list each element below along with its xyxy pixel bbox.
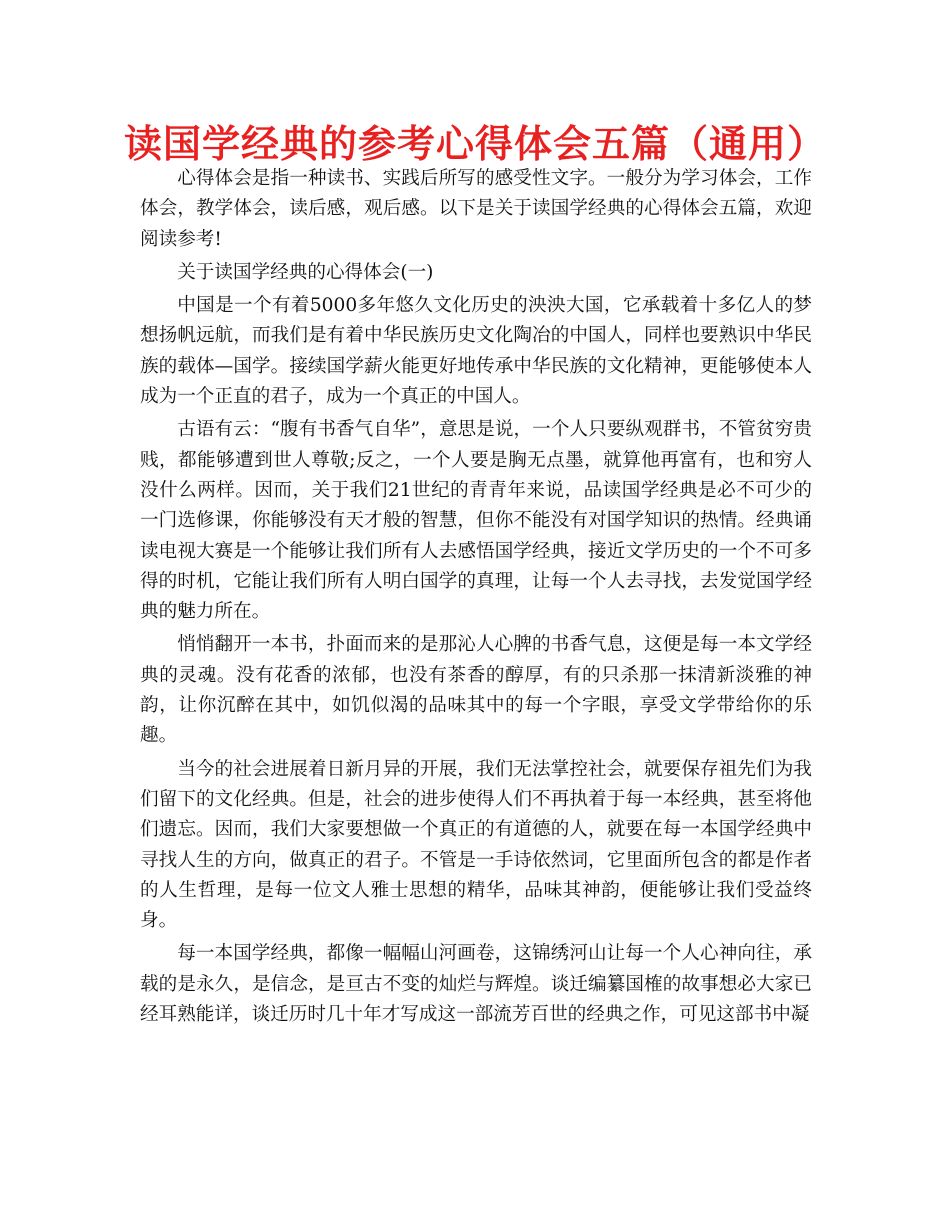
paragraph-intro: 心得体会是指一种读书、实践后所写的感受性文字。一般分为学习体会，工作体会，教学体会，读后感，观后感。以下是关于读国学经典的心得体会五篇，欢迎阅读参考! [140,168,812,250]
paragraph: 古语有云：“腹有书香气自华”，意思是说，一个人只要纵观群书，不管贫穷贵贱，都能够遭到世人尊敬;反之，一个人要是胸无点墨，就算他再富有，也和穷人没什么两样。因而，关于我们21世纪的青青年来说，品读国学经典是必不可少的一门选修课，你能够没有天才般的智慧，但你不能没有对国学知识的热情。经典诵读电视大赛是一个能够让我们所有人去感悟国学经典，接近文学历史的一个不可多得的时机，它能让我们所有人明白国学的真理，让每一个人去寻找，去发觉国学经典的魅力所在。 [140,419,812,623]
paragraph: 中国是一个有着5000多年悠久文化历史的泱泱大国，它承载着十多亿人的梦想扬帆远航，而我们是有着中华民族历史文化陶冶的中国人，同样也要熟识中华民族的载体—国学。接续国学薪火能更好地传承中华民族的文化精神，更能够使本人成为一个正直的君子，成为一个真正的中国人。 [140,295,812,408]
paragraph: 当今的社会进展着日新月异的开展，我们无法掌控社会，就要保存祖先们为我们留下的文化经典。但是，社会的进步使得人们不再执着于每一本经典，甚至将他们遗忘。因而，我们大家要想做一个真正的有道德的人，就要在每一本国学经典中寻找人生的方向，做真正的君子。不管是一手诗依然词，它里面所包含的都是作者的人生哲理，是每一位文人雅士思想的精华，品味其神韵，便能够让我们受益终身。 [140,758,812,932]
document-body [140,164,812,1033]
paragraph: 悄悄翻开一本书，扑面而来的是那沁人心脾的书香气息，这便是每一本文学经典的灵魂。没有花香的浓郁，也没有茶香的醇厚，有的只杀那一抹清新淡雅的神韵，让你沉醉在其中，如饥似渴的品味其中的每一个字眼，享受文学带给你的乐趣。 [140,634,812,747]
paragraph: 每一本国学经典，都像一幅幅山河画卷，这锦绣河山让每一个人心神向往，承载的是永久，是信念，是亘古不变的灿烂与辉煌。谈迁编纂国榷的故事想必大家已经耳熟能详，谈迁历时几十年才写成这一部流芳百世的经典之作，可见这部书中凝 [140,943,812,1026]
section-heading: 关于读国学经典的心得体会(一) [177,261,434,283]
document-title: 读国学经典的参考心得体会五篇（通用） [123,122,826,166]
